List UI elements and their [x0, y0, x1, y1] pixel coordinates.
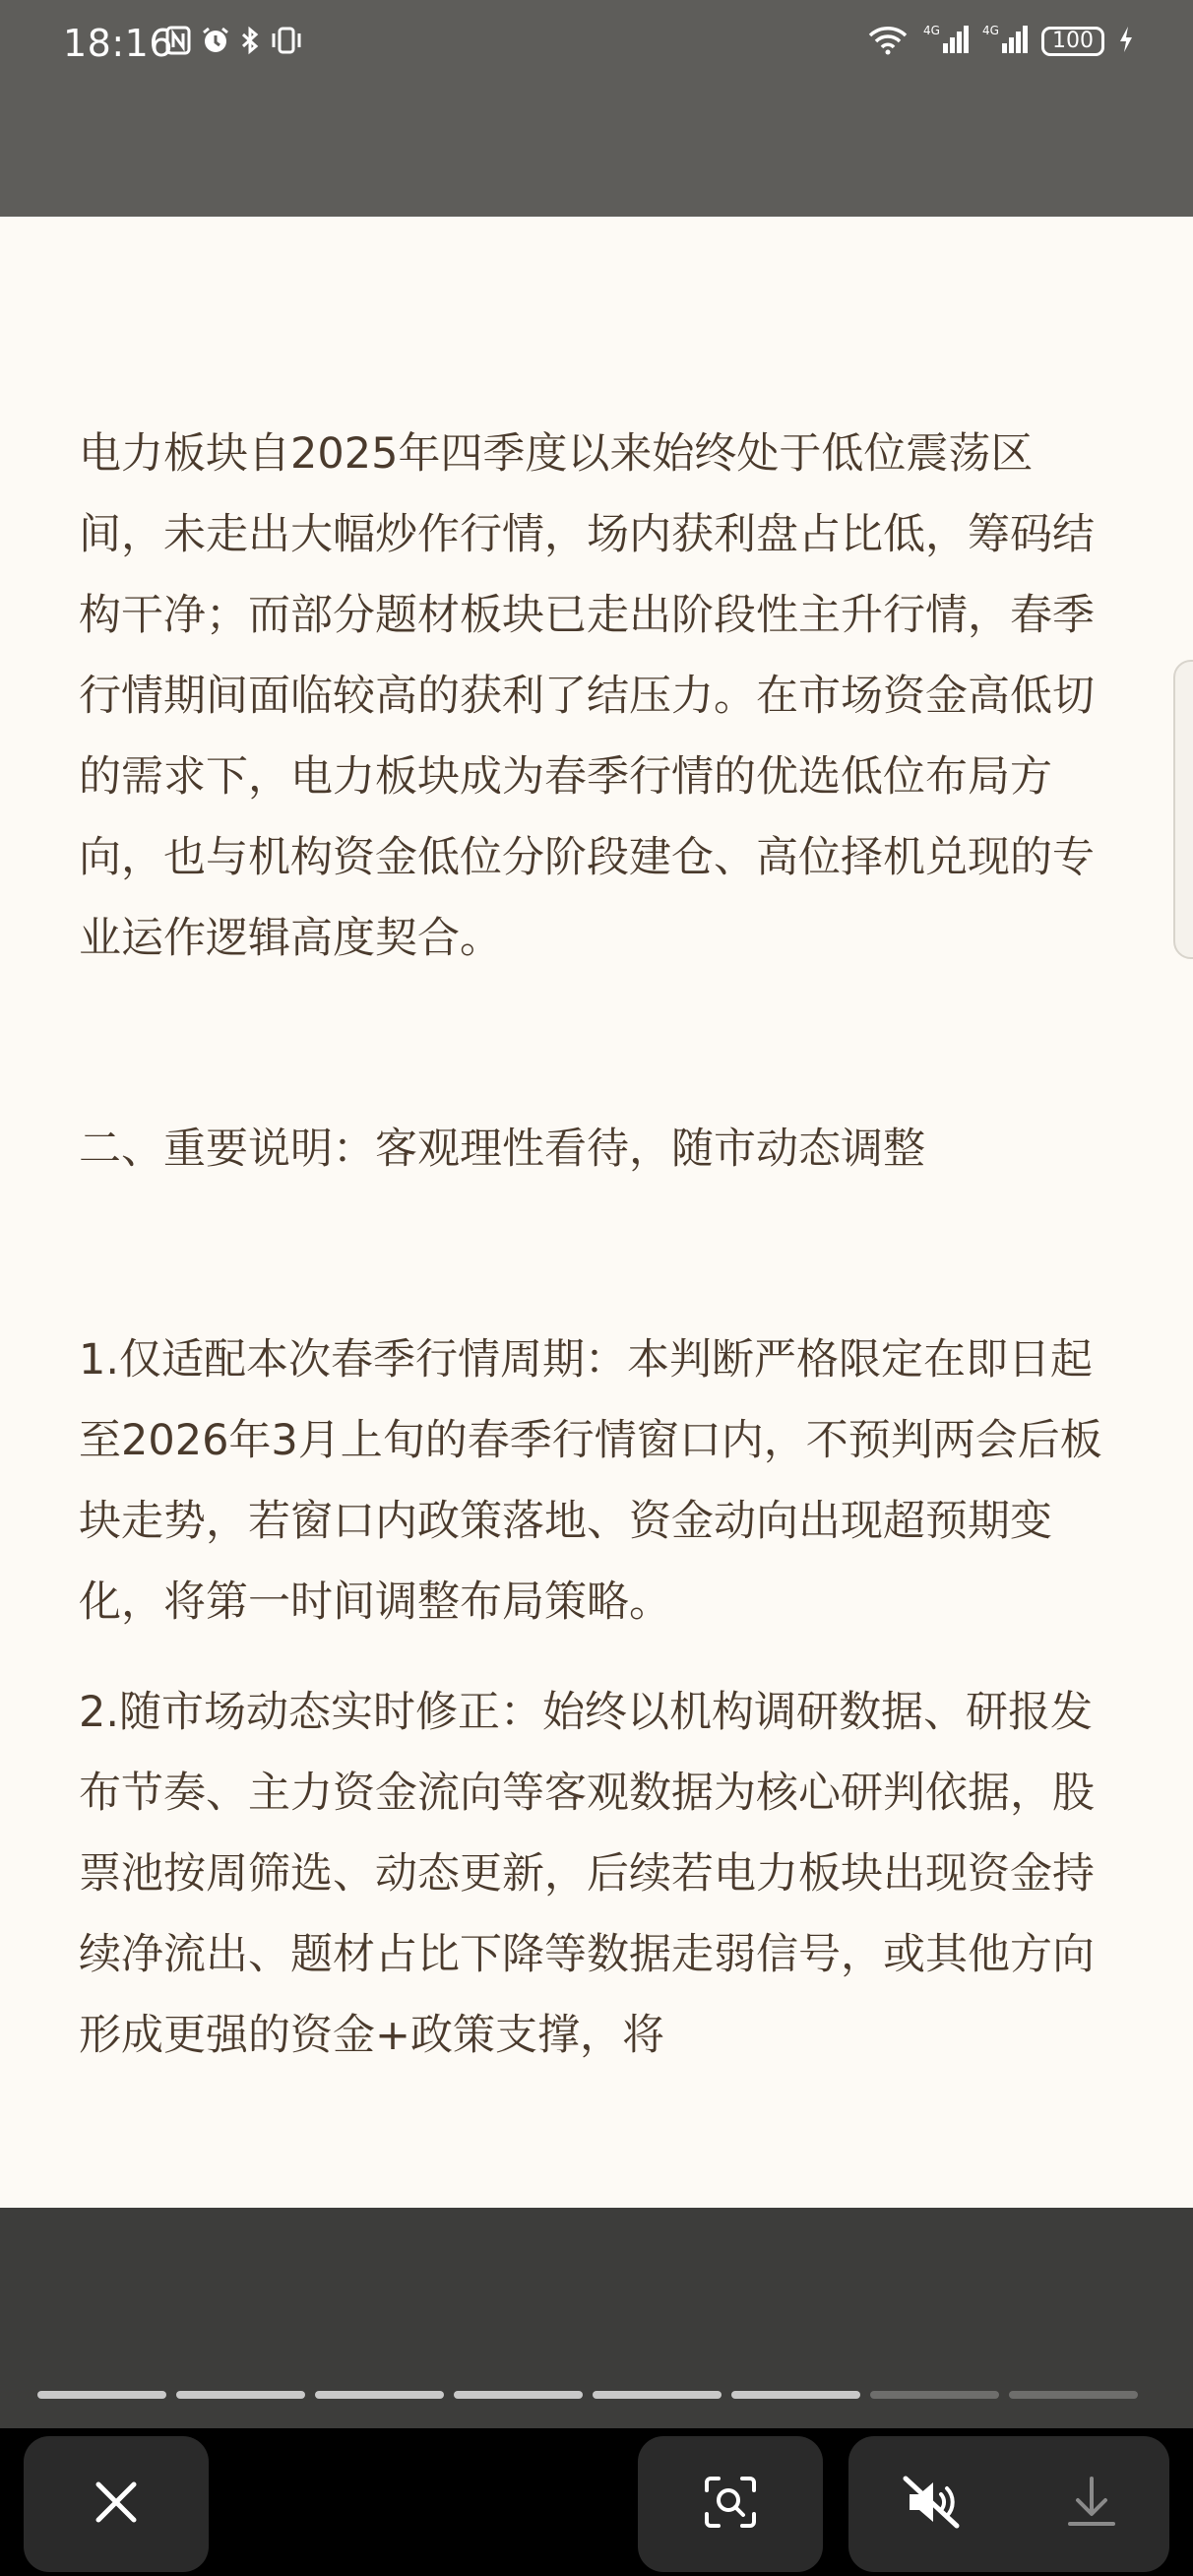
progress-segment — [1009, 2391, 1138, 2399]
battery-icon: 100 — [1041, 27, 1104, 56]
progress-segment — [870, 2391, 999, 2399]
side-drag-handle[interactable] — [1173, 660, 1193, 959]
paragraph-1: 电力板块自2025年四季度以来始终处于低位震荡区间，未走出大幅炒作行情，场内获利盘占比低，筹码结构干净；而部分题材板块已走出阶段性主升行情，春季行情期间面临较高的获利了结压力。在市场资金高低切的需求下，电力板块成为春季行情的优选低位布局方向，也与机构资金低位分阶段建仓、高位择机兑现的专业运作逻辑高度契合。 — [79, 429, 1095, 963]
signal-4g-sim2-icon — [982, 24, 1028, 59]
close-button[interactable] — [24, 2436, 209, 2572]
alarm-icon — [201, 26, 230, 59]
bluetooth-icon — [240, 26, 260, 59]
media-controls — [848, 2436, 1169, 2572]
status-bar-area — [0, 0, 1193, 217]
progress-segment — [315, 2391, 444, 2399]
status-time: 18:16 — [63, 22, 174, 65]
scan-button[interactable] — [638, 2436, 823, 2572]
signal-4g-sim1-icon — [923, 24, 969, 59]
wifi-icon — [866, 24, 910, 59]
nfc-icon — [165, 26, 191, 59]
download-icon[interactable] — [1064, 2473, 1119, 2536]
charging-icon — [1118, 25, 1134, 58]
article-content[interactable] — [0, 217, 1193, 2208]
status-left-icons — [165, 26, 303, 59]
section-heading: 二、重要说明：客观理性看待，随市动态调整 — [79, 1125, 925, 1174]
progress-segment — [731, 2391, 860, 2399]
progress-segment — [37, 2391, 166, 2399]
article-body — [79, 414, 1112, 2076]
svg-text:4G: 4G — [923, 24, 940, 37]
page-progress-indicator — [37, 2391, 1138, 2399]
scan-icon — [701, 2473, 760, 2536]
paragraph-4: 2.随市场动态实时修正：始终以机构调研数据、研报发布节奏、主力资金流向等客观数据为核心研判依据，股票池按周筛选、动态更新，后续若电力板块出现资金持续净流出、题材占比下降等数据走弱信号，或其他方向形成更强的资金+政策支撑，将 — [79, 1688, 1095, 2060]
status-right-icons — [866, 24, 1134, 59]
progress-segment — [454, 2391, 583, 2399]
bottom-toolbar — [0, 2428, 1193, 2576]
progress-segment — [176, 2391, 305, 2399]
close-icon — [91, 2477, 142, 2532]
mute-icon[interactable] — [900, 2473, 963, 2536]
paragraph-3: 1.仅适配本次春季行情周期：本判断严格限定在即日起至2026年3月上旬的春季行情窗口内，不预判两会后板块走势，若窗口内政策落地、资金动向出现超预期变化，将第一时间调整布局策略。 — [79, 1335, 1102, 1627]
svg-text:4G: 4G — [982, 24, 999, 37]
progress-segment — [593, 2391, 722, 2399]
vibrate-icon — [270, 26, 303, 59]
